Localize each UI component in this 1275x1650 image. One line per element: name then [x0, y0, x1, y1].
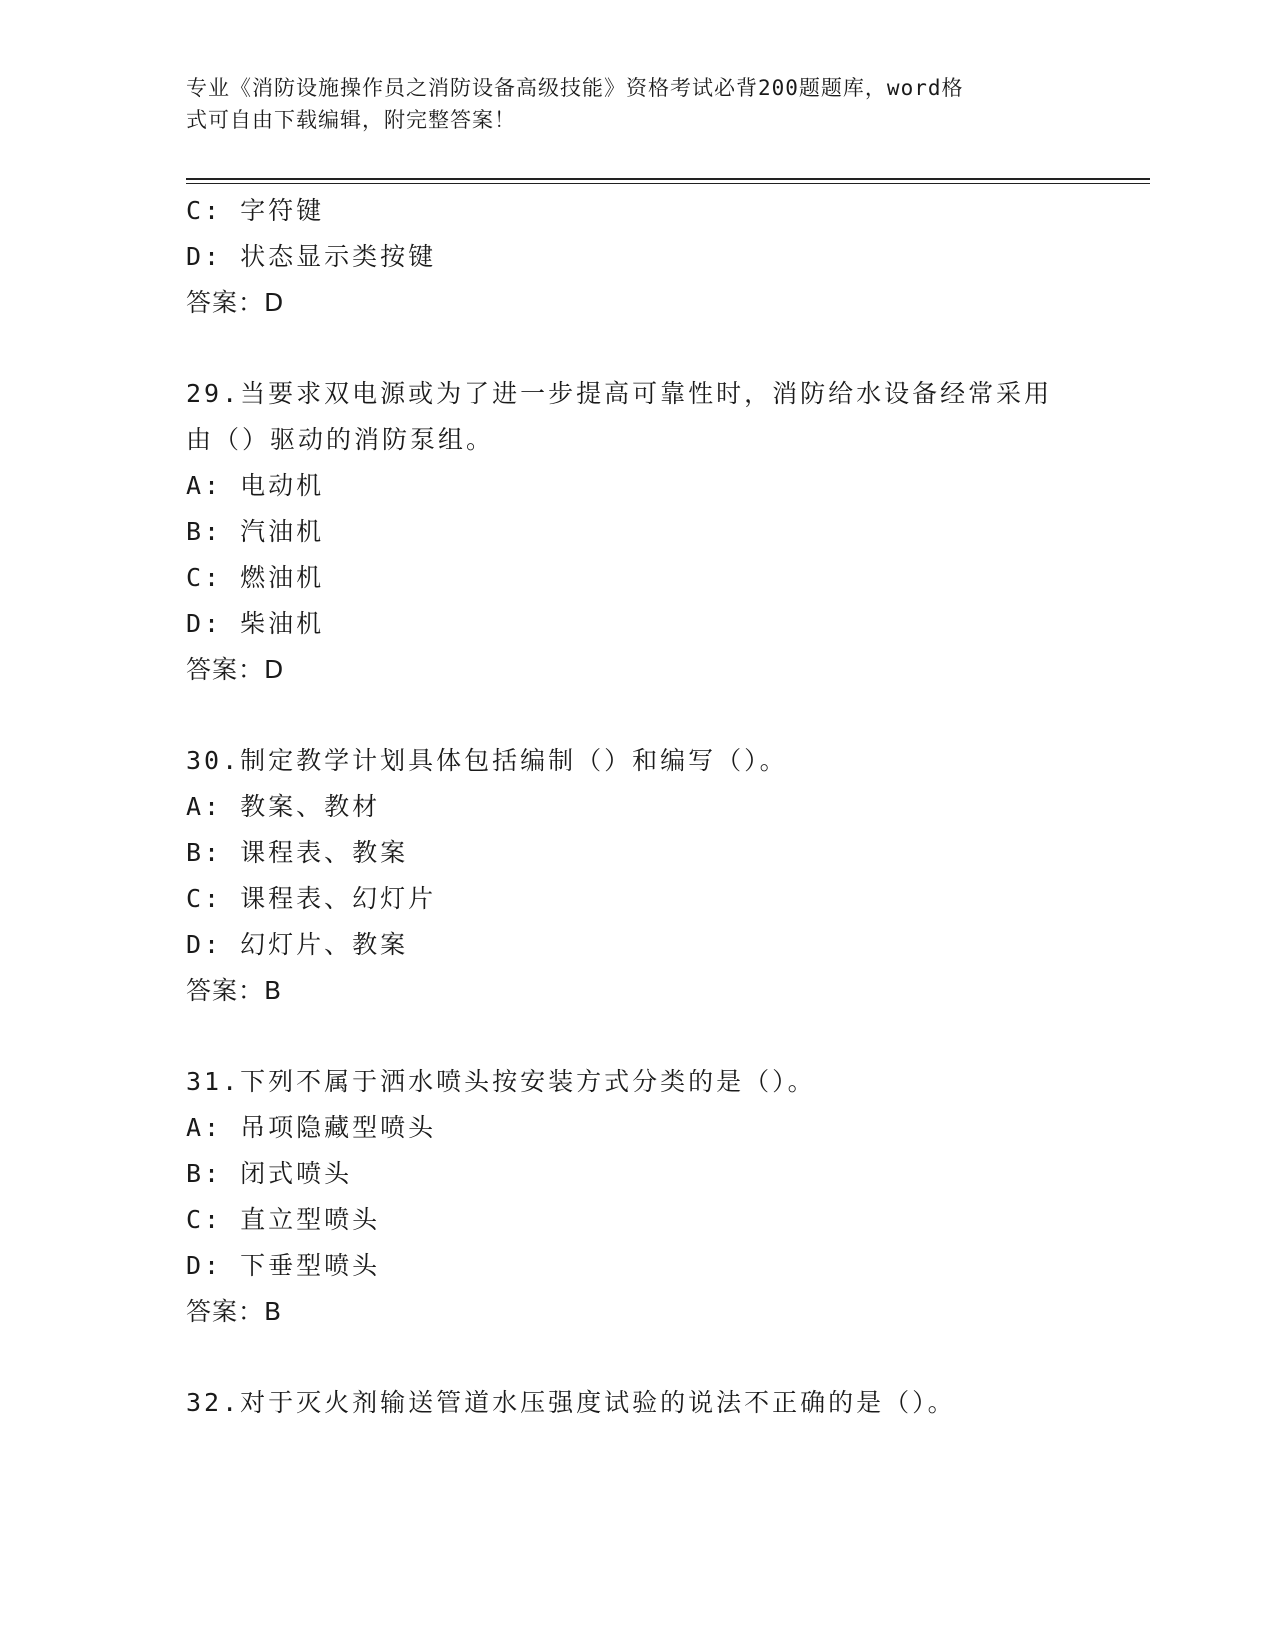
header-line-2: 式可自由下载编辑，附完整答案！ — [186, 108, 516, 132]
question-30 — [186, 738, 1150, 1014]
question-31 — [186, 1059, 1150, 1335]
header-line-1: 专业《消防设施操作员之消防设备高级技能》资格考试必背200题题库，word格 — [186, 76, 964, 100]
option-a: A: 吊项隐藏型喷头 — [186, 1113, 437, 1142]
answer: 答案：B — [186, 976, 283, 1005]
question-stem-line-1: 29.当要求双电源或为了进一步提高可靠性时，消防给水设备经常采用 — [186, 379, 1053, 408]
question-29 — [186, 371, 1150, 693]
option-c: C: 字符键 — [186, 196, 325, 225]
answer: 答案：B — [186, 1297, 283, 1326]
answer: 答案：D — [186, 288, 285, 317]
question-stem: 31.下列不属于洒水喷头按安装方式分类的是（）。 — [186, 1067, 816, 1096]
question-stem: 32.对于灭火剂输送管道水压强度试验的说法不正确的是（）。 — [186, 1388, 956, 1417]
question-28 — [186, 188, 1150, 326]
option-d: D: 柴油机 — [186, 609, 325, 638]
option-b: B: 汽油机 — [186, 517, 325, 546]
question-list — [186, 188, 1150, 1426]
answer: 答案：D — [186, 655, 285, 684]
option-c: C: 课程表、幻灯片 — [186, 884, 437, 913]
option-b: B: 闭式喷头 — [186, 1159, 353, 1188]
question-stem: 30.制定教学计划具体包括编制（）和编写（）。 — [186, 746, 788, 775]
option-d: D: 下垂型喷头 — [186, 1251, 381, 1280]
document-header — [186, 72, 1066, 136]
header-divider-thick — [186, 178, 1150, 180]
option-c: C: 燃油机 — [186, 563, 325, 592]
option-a: A: 电动机 — [186, 471, 325, 500]
option-d: D: 状态显示类按键 — [186, 242, 437, 271]
option-a: A: 教案、教材 — [186, 792, 381, 821]
question-32 — [186, 1380, 1150, 1426]
option-b: B: 课程表、教案 — [186, 838, 409, 867]
header-divider-thin — [186, 183, 1150, 184]
question-stem-line-2: 由（）驱动的消防泵组。 — [186, 425, 495, 454]
option-d: D: 幻灯片、教案 — [186, 930, 409, 959]
option-c: C: 直立型喷头 — [186, 1205, 381, 1234]
